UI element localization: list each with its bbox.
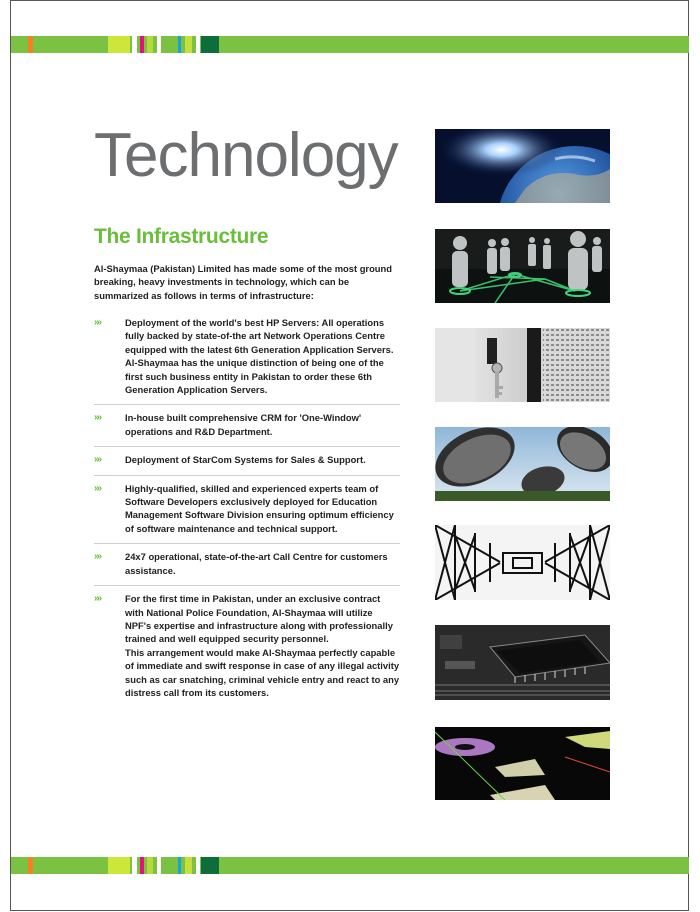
page-title: Technology bbox=[94, 121, 398, 190]
double-chevron-icon: »» bbox=[94, 454, 100, 466]
circuit-board-chip-photo bbox=[435, 625, 610, 700]
list-item bbox=[94, 453, 400, 475]
list-item-text: This arrangement would make Al-Shaymaa perfectly capable of immediate and swift response in case of any illegal activity such as car snatching, criminal vehicle entry and react to any distress call from its customers. bbox=[125, 646, 400, 698]
transmission-tower-photo bbox=[435, 525, 610, 600]
section-heading: The Infrastructure bbox=[94, 225, 269, 248]
list-item-text: Highly-qualified, skilled and experienced experts team of Software Developers exclusively deployed for Education Management Software Division ensuring optimum efficiency of software maintenance and technical support. bbox=[125, 482, 394, 534]
list-item-text: Deployment of the world's best HP Servers: All operations fully backed by state-of-the art Network Operations Centre equipped with the latest 6th Generation Application Servers. Al-Shaymaa has the unique distinction of being one of the first such business entity in Pakistan to order these 6th Generation Application Servers. bbox=[125, 317, 394, 396]
list-item bbox=[94, 482, 400, 545]
cd-discs-photo bbox=[435, 727, 610, 800]
earth-from-space-photo bbox=[435, 129, 610, 203]
double-chevron-icon: »» bbox=[94, 412, 100, 424]
list-item bbox=[94, 550, 400, 586]
top-color-stripe bbox=[11, 36, 689, 53]
satellite-dishes-photo bbox=[435, 427, 610, 501]
double-chevron-icon: »» bbox=[94, 593, 100, 605]
double-chevron-icon: »» bbox=[94, 317, 100, 328]
network-people-photo bbox=[435, 229, 610, 303]
list-item-text: 24x7 operational, state-of-the-art Call Centre for customers assistance. bbox=[125, 551, 388, 576]
double-chevron-icon: »» bbox=[94, 551, 100, 563]
server-rack-key-photo bbox=[435, 328, 610, 402]
list-item-text: For the first time in Pakistan, under an exclusive contract with National Police Foundation, Al-Shaymaa will utilize NPF's expertise and infrastructure along with professionally trained and well equipped security personnel. bbox=[125, 593, 393, 645]
infrastructure-list bbox=[94, 316, 400, 713]
intro-paragraph: Al-Shaymaa (Pakistan) Limited has made some of the most ground breaking, heavy investments in technology, which can be summarized as follows in terms of infrastructure: bbox=[94, 263, 392, 301]
bottom-color-stripe bbox=[11, 857, 689, 874]
list-item bbox=[94, 411, 400, 447]
double-chevron-icon: »» bbox=[94, 482, 100, 494]
list-item-text: In-house built comprehensive CRM for 'One-Window' operations and R&D Department. bbox=[125, 412, 362, 437]
list-item bbox=[94, 316, 400, 405]
list-item-text: Deployment of StarCom Systems for Sales & Support. bbox=[125, 454, 366, 466]
list-item bbox=[94, 592, 400, 707]
